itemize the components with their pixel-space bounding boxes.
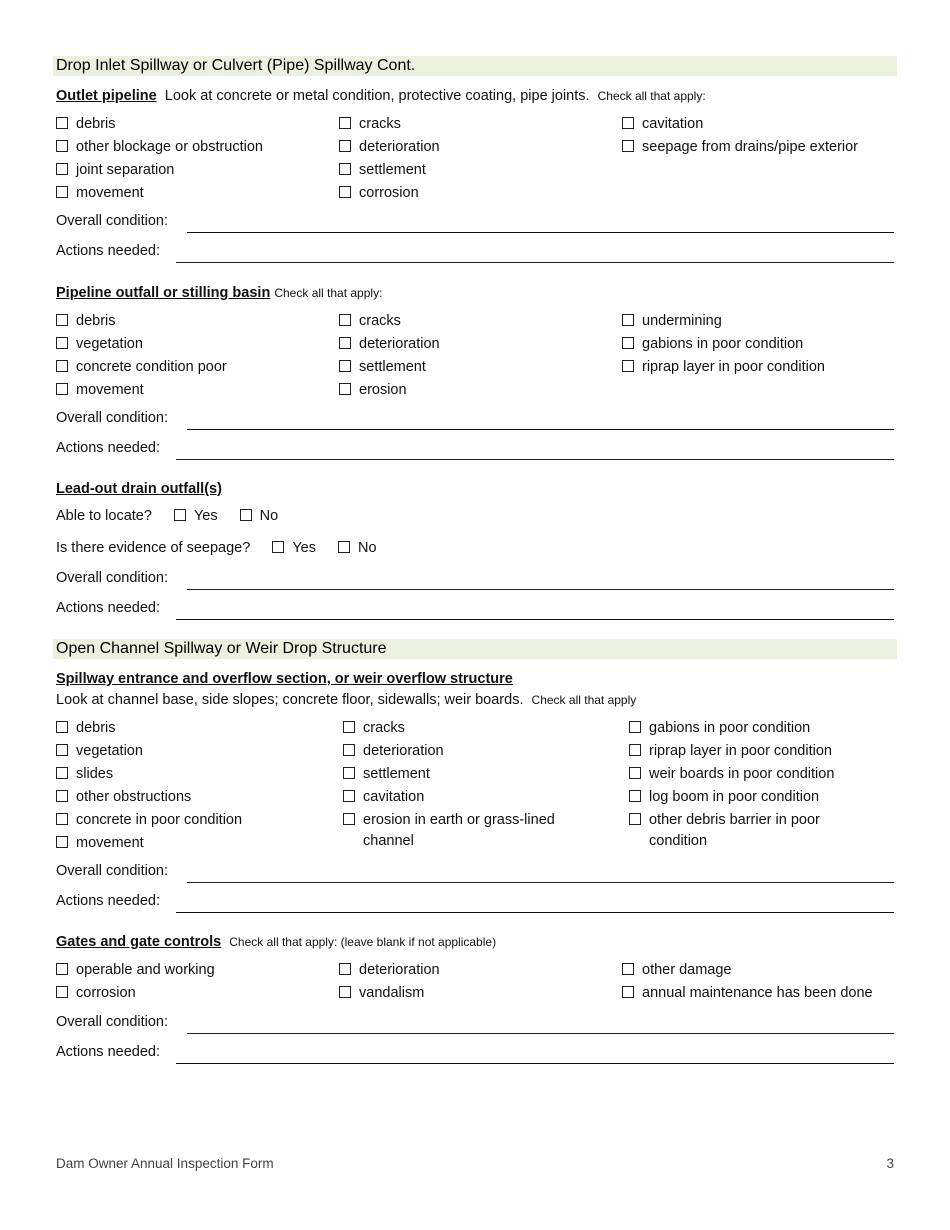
entrance-description: Look at channel base, side slopes; concrete floor, sidewalls; weir boards. Check all that apply	[56, 692, 637, 708]
gates-title: Gates and gate controls	[56, 934, 222, 950]
checkbox-icon[interactable]	[272, 541, 284, 553]
checkbox-icon[interactable]	[622, 963, 634, 975]
checkbox-icon[interactable]	[629, 813, 641, 825]
checkbox-icon[interactable]	[56, 744, 68, 756]
checkbox-icon[interactable]	[629, 721, 641, 733]
checkbox-icon[interactable]	[629, 790, 641, 802]
checkbox-icon[interactable]	[56, 117, 68, 129]
outlet-pipeline-title: Outlet pipeline	[56, 88, 157, 104]
checkbox-entrance-debris-barrier[interactable]: other debris barrier in poor condition	[629, 810, 879, 852]
outfall-heading	[56, 285, 382, 301]
gates-actions-needed-field[interactable]: Actions needed:	[56, 1044, 894, 1064]
leadout-title: Lead-out drain outfall(s)	[56, 481, 222, 497]
checkbox-outlet-movement[interactable]: movement	[56, 183, 144, 204]
footer-page-number: 3	[886, 1156, 894, 1171]
checkbox-entrance-cracks[interactable]: cracks	[343, 718, 405, 739]
checkbox-seepage-yes[interactable]: Yes	[272, 540, 316, 556]
checkbox-icon[interactable]	[56, 836, 68, 848]
checkbox-icon[interactable]	[343, 813, 355, 825]
checkbox-icon[interactable]	[622, 986, 634, 998]
checkbox-icon[interactable]	[240, 509, 252, 521]
entrance-check-note: Check all that apply	[531, 693, 637, 707]
checkbox-icon[interactable]	[56, 360, 68, 372]
checkbox-entrance-gabions[interactable]: gabions in poor condition	[629, 718, 810, 739]
checkbox-outlet-settlement[interactable]: settlement	[339, 160, 426, 181]
checkbox-icon[interactable]	[56, 186, 68, 198]
checkbox-icon[interactable]	[339, 186, 351, 198]
outlet-pipeline-check-note: Check all that apply:	[597, 89, 706, 103]
overall-condition-line[interactable]	[187, 882, 894, 883]
checkbox-icon[interactable]	[343, 744, 355, 756]
footer-form-title: Dam Owner Annual Inspection Form	[56, 1156, 274, 1171]
entrance-overall-condition-field[interactable]: Overall condition:	[56, 863, 894, 883]
actions-needed-line[interactable]	[176, 619, 894, 620]
checkbox-outfall-cracks[interactable]: cracks	[339, 311, 401, 332]
outfall-actions-needed-field[interactable]: Actions needed:	[56, 440, 894, 460]
leadout-seepage-question: Is there evidence of seepage? Yes No	[56, 540, 377, 556]
checkbox-icon[interactable]	[339, 140, 351, 152]
leadout-overall-condition-field[interactable]: Overall condition:	[56, 570, 894, 590]
checkbox-icon[interactable]	[629, 744, 641, 756]
section-header-drop-inlet: Drop Inlet Spillway or Culvert (Pipe) Spillway Cont.	[53, 56, 897, 76]
outfall-check-note: Check all that apply:	[274, 286, 383, 300]
checkbox-icon[interactable]	[622, 314, 634, 326]
checkbox-outlet-cavitation[interactable]: cavitation	[622, 114, 703, 135]
checkbox-icon[interactable]	[343, 790, 355, 802]
checkbox-outlet-debris[interactable]: debris	[56, 114, 116, 135]
form-page	[56, 0, 894, 1230]
checkbox-icon[interactable]	[622, 337, 634, 349]
leadout-heading	[56, 481, 222, 497]
checkbox-icon[interactable]	[629, 767, 641, 779]
checkbox-icon[interactable]	[56, 790, 68, 802]
leadout-actions-needed-field[interactable]: Actions needed:	[56, 600, 894, 620]
leadout-locate-question: Able to locate? Yes No	[56, 508, 279, 524]
outlet-actions-needed-field[interactable]: Actions needed:	[56, 243, 894, 263]
checkbox-outfall-concrete[interactable]: concrete condition poor	[56, 357, 227, 378]
checkbox-entrance-log-boom[interactable]: log boom in poor condition	[629, 787, 819, 808]
checkbox-icon[interactable]	[339, 163, 351, 175]
checkbox-outfall-debris[interactable]: debris	[56, 311, 116, 332]
checkbox-entrance-movement[interactable]: movement	[56, 833, 144, 854]
checkbox-icon[interactable]	[339, 963, 351, 975]
checkbox-outlet-deterioration[interactable]: deterioration	[339, 137, 440, 158]
entrance-title: Spillway entrance and overflow section, or weir overflow structure	[56, 671, 513, 687]
checkbox-icon[interactable]	[622, 117, 634, 129]
checkbox-gates-deterioration[interactable]: deterioration	[339, 960, 440, 981]
gates-check-note: Check all that apply: (leave blank if not applicable)	[229, 935, 497, 949]
checkbox-icon[interactable]	[56, 163, 68, 175]
checkbox-outlet-joint-separation[interactable]: joint separation	[56, 160, 174, 181]
checkbox-icon[interactable]	[338, 541, 350, 553]
checkbox-outlet-blockage[interactable]: other blockage or obstruction	[56, 137, 263, 158]
checkbox-entrance-cavitation[interactable]: cavitation	[343, 787, 424, 808]
checkbox-icon[interactable]	[622, 360, 634, 372]
checkbox-entrance-vegetation[interactable]: vegetation	[56, 741, 143, 762]
checkbox-icon[interactable]	[56, 986, 68, 998]
checkbox-icon[interactable]	[339, 314, 351, 326]
checkbox-entrance-concrete[interactable]: concrete in poor condition	[56, 810, 242, 831]
checkbox-icon[interactable]	[174, 509, 186, 521]
actions-needed-line[interactable]	[176, 912, 894, 913]
checkbox-gates-operable[interactable]: operable and working	[56, 960, 215, 981]
actions-needed-line[interactable]	[176, 262, 894, 263]
checkbox-icon[interactable]	[339, 383, 351, 395]
outfall-overall-condition-field[interactable]: Overall condition:	[56, 410, 894, 430]
actions-needed-line[interactable]	[176, 459, 894, 460]
checkbox-icon[interactable]	[56, 767, 68, 779]
checkbox-entrance-erosion[interactable]: erosion in earth or grass-lined channel	[343, 810, 593, 852]
outfall-title: Pipeline outfall or stilling basin	[56, 285, 271, 301]
checkbox-entrance-weir-boards[interactable]: weir boards in poor condition	[629, 764, 834, 785]
checkbox-icon[interactable]	[339, 986, 351, 998]
checkbox-outfall-erosion[interactable]: erosion	[339, 380, 407, 401]
section-header-open-channel: Open Channel Spillway or Weir Drop Structure	[53, 639, 897, 659]
checkbox-outlet-seepage[interactable]: seepage from drains/pipe exterior	[622, 137, 858, 158]
gates-heading	[56, 934, 496, 950]
checkbox-icon[interactable]	[56, 314, 68, 326]
checkbox-outfall-settlement[interactable]: settlement	[339, 357, 426, 378]
entrance-actions-needed-field[interactable]: Actions needed:	[56, 893, 894, 913]
checkbox-outlet-cracks[interactable]: cracks	[339, 114, 401, 135]
outlet-overall-condition-field[interactable]: Overall condition:	[56, 213, 894, 233]
checkbox-entrance-settlement[interactable]: settlement	[343, 764, 430, 785]
checkbox-outlet-corrosion[interactable]: corrosion	[339, 183, 419, 204]
checkbox-icon[interactable]	[622, 140, 634, 152]
checkbox-entrance-debris[interactable]: debris	[56, 718, 116, 739]
checkbox-icon[interactable]	[56, 721, 68, 733]
checkbox-icon[interactable]	[56, 383, 68, 395]
overall-condition-line[interactable]	[187, 232, 894, 233]
checkbox-icon[interactable]	[339, 337, 351, 349]
checkbox-outfall-deterioration[interactable]: deterioration	[339, 334, 440, 355]
gates-overall-condition-field[interactable]: Overall condition:	[56, 1014, 894, 1034]
checkbox-outfall-undermining[interactable]: undermining	[622, 311, 722, 332]
checkbox-locate-no[interactable]: No	[240, 508, 279, 524]
checkbox-entrance-riprap[interactable]: riprap layer in poor condition	[629, 741, 832, 762]
checkbox-icon[interactable]	[339, 360, 351, 372]
checkbox-gates-corrosion[interactable]: corrosion	[56, 983, 136, 1004]
checkbox-icon[interactable]	[343, 767, 355, 779]
checkbox-outfall-vegetation[interactable]: vegetation	[56, 334, 143, 355]
entrance-heading	[56, 671, 513, 687]
checkbox-icon[interactable]	[56, 963, 68, 975]
overall-condition-line[interactable]	[187, 429, 894, 430]
checkbox-entrance-obstructions[interactable]: other obstructions	[56, 787, 191, 808]
checkbox-entrance-deterioration[interactable]: deterioration	[343, 741, 444, 762]
checkbox-icon[interactable]	[56, 337, 68, 349]
checkbox-icon[interactable]	[56, 813, 68, 825]
checkbox-icon[interactable]	[343, 721, 355, 733]
checkbox-gates-maintenance[interactable]: annual maintenance has been done	[622, 983, 873, 1004]
actions-needed-line[interactable]	[176, 1063, 894, 1064]
checkbox-icon[interactable]	[339, 117, 351, 129]
checkbox-outfall-riprap[interactable]: riprap layer in poor condition	[622, 357, 825, 378]
overall-condition-line[interactable]	[187, 589, 894, 590]
checkbox-gates-other-damage[interactable]: other damage	[622, 960, 731, 981]
checkbox-outfall-movement[interactable]: movement	[56, 380, 144, 401]
checkbox-outfall-gabions[interactable]: gabions in poor condition	[622, 334, 803, 355]
outlet-pipeline-desc: Look at concrete or metal condition, protective coating, pipe joints.	[164, 88, 590, 104]
checkbox-seepage-no[interactable]: No	[338, 540, 377, 556]
checkbox-locate-yes[interactable]: Yes	[174, 508, 218, 524]
checkbox-icon[interactable]	[56, 140, 68, 152]
overall-condition-line[interactable]	[187, 1033, 894, 1034]
checkbox-gates-vandalism[interactable]: vandalism	[339, 983, 424, 1004]
outlet-pipeline-heading	[56, 88, 706, 104]
checkbox-entrance-slides[interactable]: slides	[56, 764, 113, 785]
